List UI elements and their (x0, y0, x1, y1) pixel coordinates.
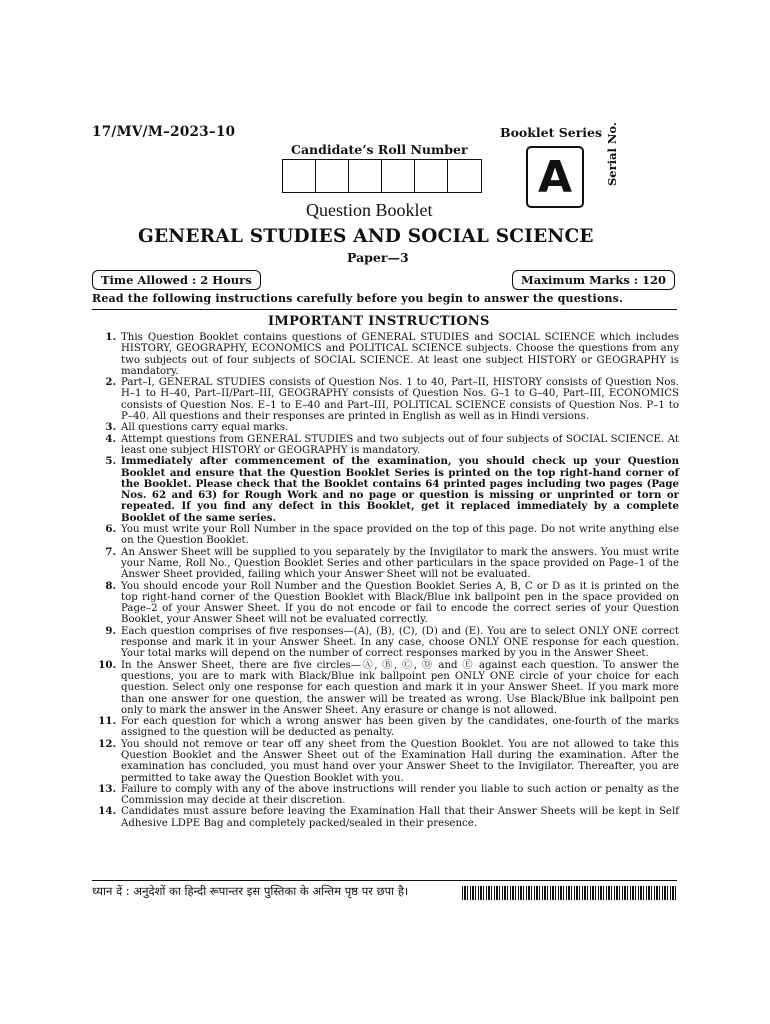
hindi-note: ध्यान दें : अनुदेशों का हिन्दी रूपान्तर इस पुस्तिका के अन्तिम पृष्ठ पर छपा है। (92, 884, 409, 898)
instruction-item (92, 581, 679, 626)
divider (92, 309, 677, 310)
instruction-number: 7. (105, 545, 116, 558)
instruction-text: You should encode your Roll Number and the Question Booklet Series A, B, C or D as it is printed on the top right-hand corner of the Question Booklet with Black/Blue ink ballpoint pen in the space provided on Page–2 of your Answer Sheet. If you do not encode or fail to encode the correct series of your Question Booklet, your Answer Sheet will not be evaluated correctly. (121, 580, 679, 626)
instruction-text: Immediately after commencement of the examination, you should check up your Question Booklet and ensure that the Question Booklet Series is printed on the top right-hand corner of the Booklet. Please check that the Booklet contains 64 printed pages including two pages (Page Nos. 62 and 63) for Rough Work and no page or question is missing or unprinted or torn or repeated. If you find any defect in this Booklet, get it replaced immediately by a complete Booklet of the same series. (121, 455, 679, 524)
booklet-series-label: Booklet Series (500, 125, 603, 140)
read-instructions-line: Read the following instructions carefully before you begin to answer the questions. (92, 292, 624, 305)
instruction-number: 11. (98, 715, 116, 728)
instruction-text: Failure to comply with any of the above instructions will render you liable to such action or penalty as the Commission may decide at their discretion. (121, 783, 679, 807)
roll-digit-box[interactable] (448, 160, 481, 192)
booklet-title: Question Booklet (306, 200, 433, 220)
instruction-text: Part–I, GENERAL STUDIES consists of Question Nos. 1 to 40, Part–II, HISTORY consists of Question Nos. H–1 to H–40, Part–II/Part–III, GEOGRAPHY consists of Question Nos. G–1 to G–40, Part–III, ECONOMICS consists of Question Nos. E–1 to E–40 and Part–III, POLITICAL SCIENCE consists of Question Nos. P–1 to P–40. All questions and their responses are printed in English as well as in Hindi versions. (121, 377, 679, 423)
roll-digit-box[interactable] (316, 160, 349, 192)
instruction-item (92, 626, 679, 660)
instruction-number: 4. (105, 432, 116, 445)
instruction-item (92, 784, 679, 807)
divider (92, 880, 677, 881)
instruction-text: You should not remove or tear off any sheet from the Question Booklet. You are not allowed to take this Question Booklet and the Answer Sheet out of the Examination Hall during the examination. After the examination has concluded, you must hand over your Answer Sheet to the Invigilator. Thereafter, you are permitted to take away the Question Booklet with you. (121, 738, 679, 784)
maximum-marks-badge: Maximum Marks : 120 (512, 270, 675, 290)
roll-digit-box[interactable] (382, 160, 415, 192)
instructions-list (92, 332, 679, 829)
barcode (462, 886, 678, 900)
instruction-number: 3. (105, 421, 116, 434)
instruction-number: 1. (105, 331, 116, 343)
instruction-text: You must write your Roll Number in the space provided on the top of this page. Do not write anything else on the Question Booklet. (121, 524, 679, 547)
instruction-text: Attempt questions from GENERAL STUDIES and two subjects out of four subjects of SOCIAL SCIENCE. At least one subject HISTORY or GEOGRAPHY is mandatory. (121, 433, 679, 456)
instruction-text: For each question for which a wrong answer has been given by the candidates, one-fourth of the marks assigned to the question will be deducted as penalty. (121, 716, 679, 739)
instruction-number: 14. (98, 805, 116, 818)
instruction-text: Candidates must assure before leaving the Examination Hall that their Answer Sheets will be kept in Self Adhesive LDPE Bag and completely packed/sealed in their presence. (121, 806, 679, 829)
exam-code: 17/MV/M–2023–10 (92, 124, 236, 140)
roll-digit-box[interactable] (349, 160, 382, 192)
instruction-number: 10. (98, 658, 116, 671)
instruction-number: 12. (98, 737, 116, 750)
instruction-text: In the Answer Sheet, there are five circles—Ⓐ, Ⓑ, Ⓒ, Ⓓ and Ⓔ against each question. To answer the questions, you are to mark with Black/Blue ink ballpoint pen ONLY ONE circle of your choice for each question. Select only one response for each question and mark it in your Answer Sheet. If you mark more than one answer for one question, the answer will be treated as wrong. Use Black/Blue ink ballpoint pen only to mark the answer in the Answer Sheet. Any erasure or change is not allowed. (121, 659, 679, 716)
instruction-item (92, 739, 679, 784)
instruction-item (92, 377, 679, 422)
instruction-number: 8. (105, 579, 116, 592)
instruction-item (92, 456, 679, 524)
instruction-text: An Answer Sheet will be supplied to you separately by the Invigilator to mark the answers. You must write your Name, Roll No., Question Booklet Series and other particulars in the space provided on Page–1 of the Answer Sheet provided, failing which your Answer Sheet will not be evaluated. (121, 546, 679, 581)
time-allowed-badge: Time Allowed : 2 Hours (92, 270, 261, 290)
instruction-number: 5. (105, 455, 116, 468)
roll-digit-box[interactable] (415, 160, 448, 192)
booklet-series-box: A (526, 146, 584, 208)
instruction-item (92, 332, 679, 377)
instruction-number: 9. (105, 624, 116, 637)
paper-number: Paper—3 (347, 250, 409, 265)
serial-number-label: Serial No. (605, 122, 619, 186)
instruction-number: 6. (105, 523, 116, 536)
instruction-item (92, 524, 679, 547)
instructions-heading: IMPORTANT INSTRUCTIONS (268, 314, 490, 329)
subject-title: GENERAL STUDIES AND SOCIAL SCIENCE (138, 226, 594, 247)
instruction-item (92, 806, 679, 829)
instruction-text: This Question Booklet contains questions of GENERAL STUDIES and SOCIAL SCIENCE which includes HISTORY, GEOGRAPHY, ECONOMICS and POLITICAL SCIENCE subjects. Choose the questions from any two subjects out of four subjects of SOCIAL SCIENCE. At least one subject HISTORY or GEOGRAPHY is mandatory. (121, 332, 679, 377)
instruction-text: Each question comprises of five responses—(A), (B), (C), (D) and (E). You are to select ONLY ONE correct response and mark it in your Answer Sheet. In any case, choose ONLY ONE response for each question. Your total marks will depend on the number of correct responses marked by you in the Answer Sheet. (121, 625, 679, 660)
instruction-text: All questions carry equal marks. (121, 422, 289, 434)
roll-digit-box[interactable] (283, 160, 316, 192)
instruction-number: 2. (105, 376, 116, 389)
roll-number-label: Candidate’s Roll Number (291, 142, 468, 157)
instruction-item (92, 660, 679, 716)
instruction-item (92, 716, 679, 739)
instruction-item (92, 422, 679, 433)
instruction-item (92, 547, 679, 581)
instruction-item (92, 434, 679, 457)
roll-number-boxes[interactable] (282, 159, 482, 193)
instruction-number: 13. (98, 782, 116, 795)
